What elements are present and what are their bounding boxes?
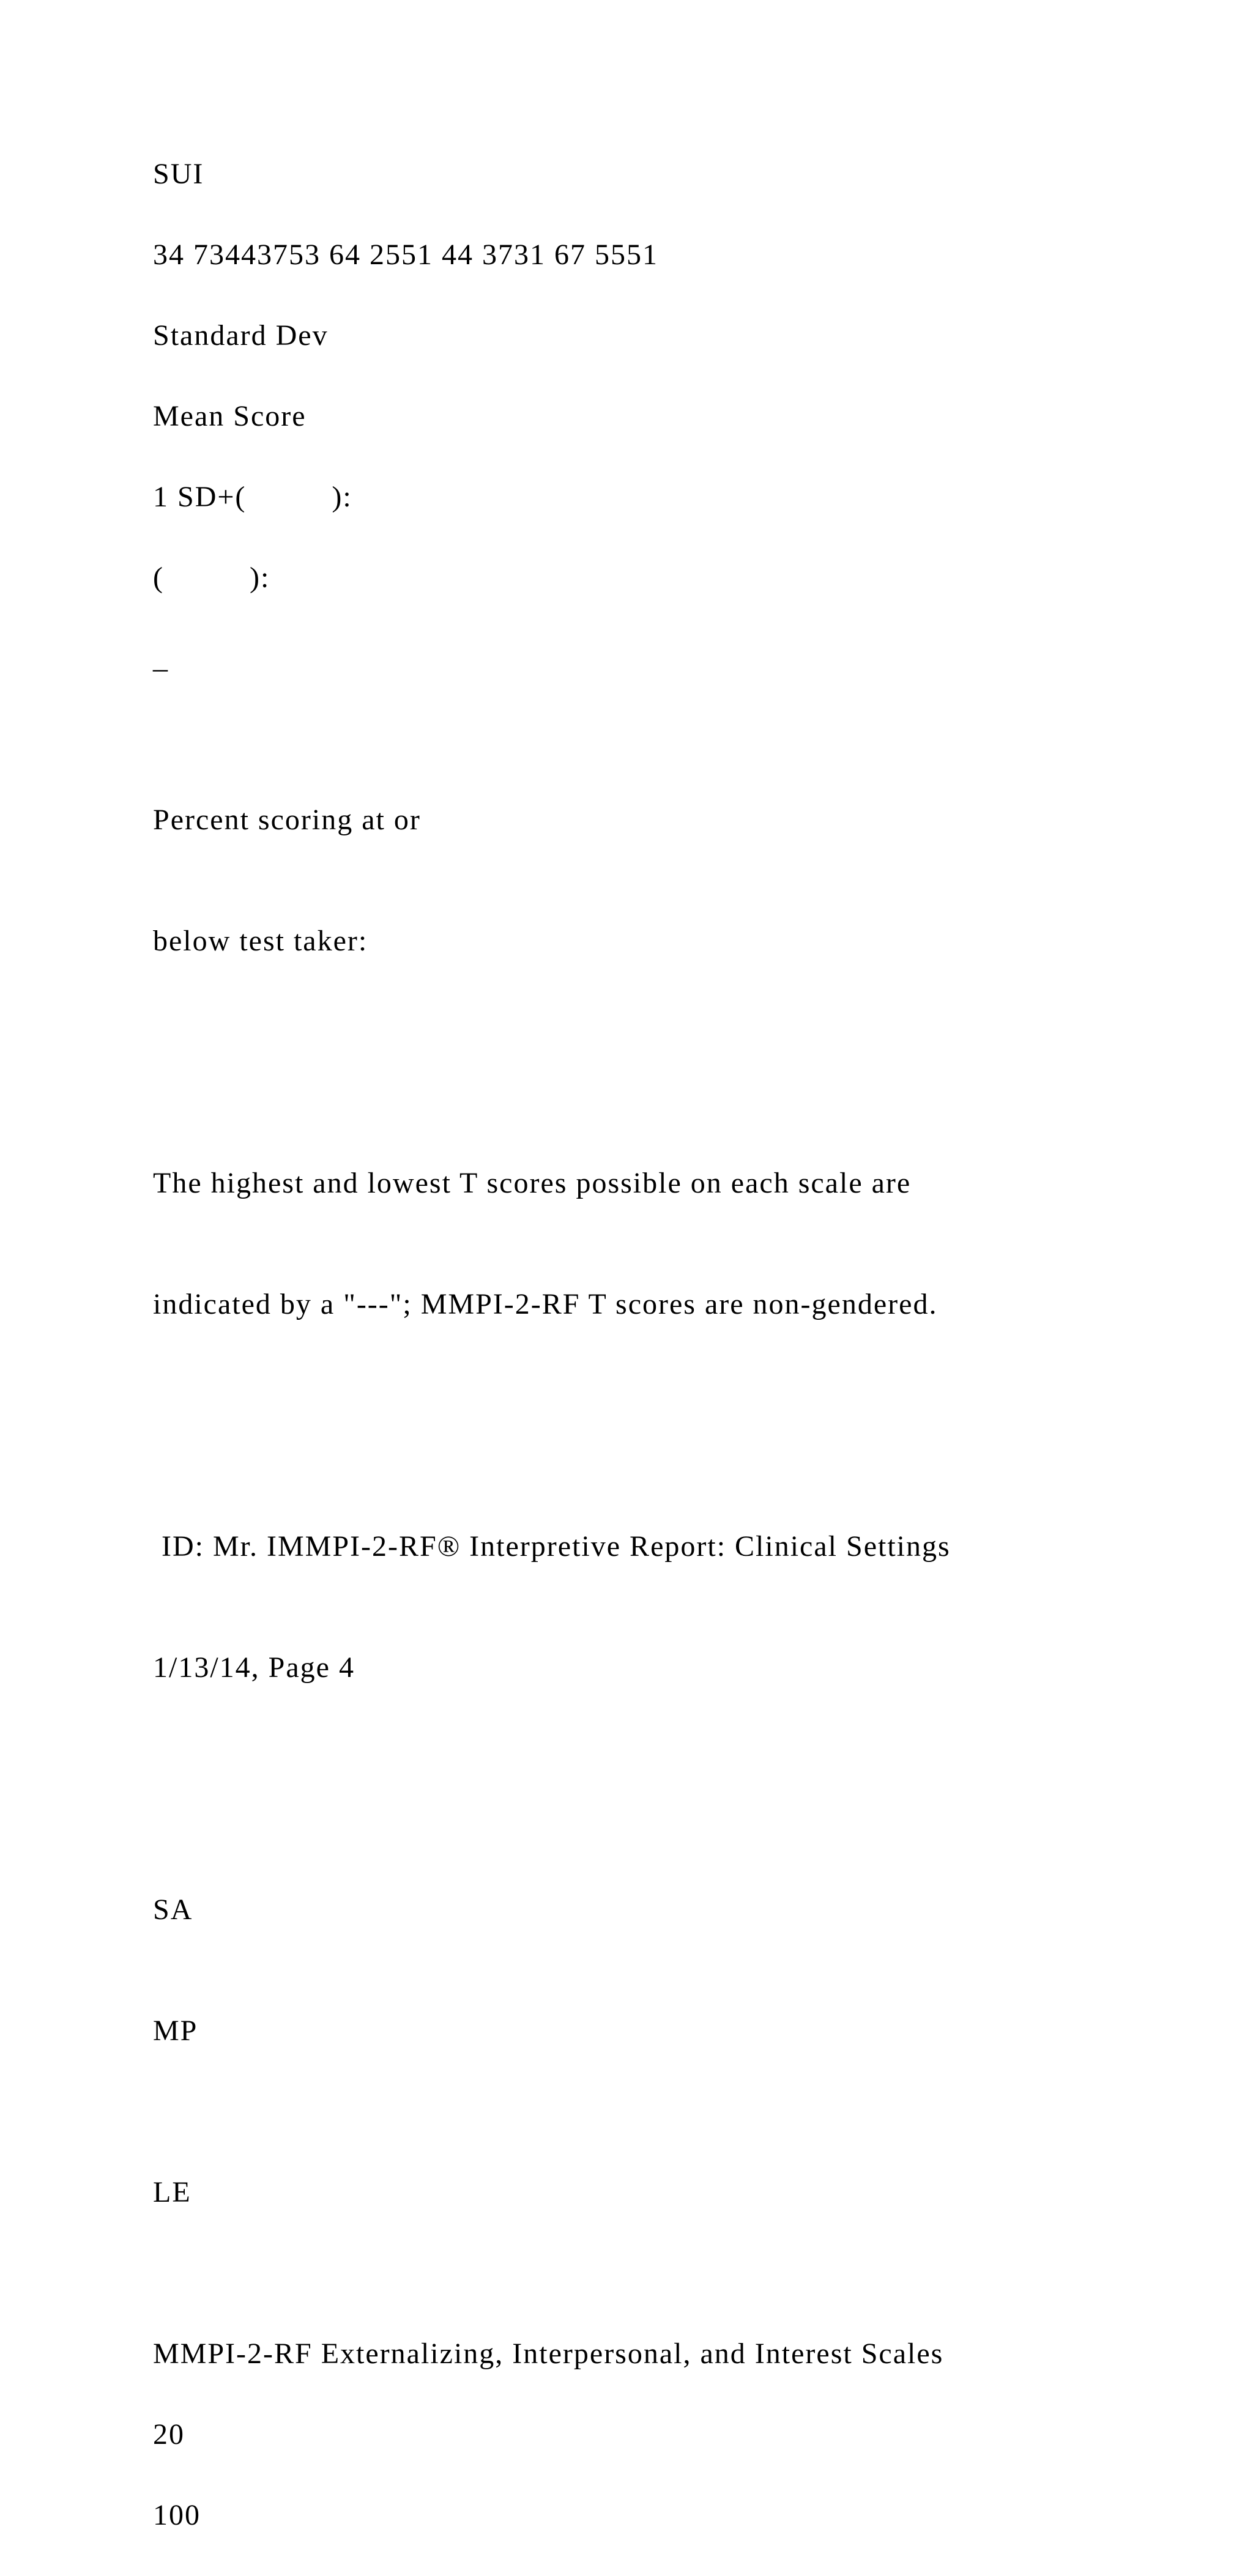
dash-marker: _ bbox=[153, 642, 169, 675]
report-header bbox=[153, 1446, 1193, 1769]
plus-one-sd-label: 1 SD+( ): bbox=[153, 481, 352, 513]
score-row: 34 73443753 64 2551 44 3731 67 5551 bbox=[153, 239, 658, 271]
sample-line-mp: MP bbox=[153, 2015, 198, 2047]
percent-scoring-line-1: Percent scoring at or bbox=[153, 804, 421, 836]
report-header-line-1: ID: Mr. IMMPI-2-RF® Interpretive Report: Clinical Settings bbox=[153, 1530, 951, 1563]
document-body bbox=[153, 154, 1193, 2576]
axis-min-label: 20 bbox=[153, 2418, 185, 2451]
paren-blank-label: ( ): bbox=[153, 561, 270, 594]
sample-line-sa: SA bbox=[153, 1893, 193, 1926]
chart-title: MMPI-2-RF Externalizing, Interpersonal, and Interest Scales bbox=[153, 2337, 944, 2370]
t-score-note-line-1: The highest and lowest T scores possible on each scale are bbox=[153, 1167, 912, 1199]
sample-watermark-bottom: LE bbox=[153, 2176, 191, 2208]
scale-label: SUI bbox=[153, 158, 204, 190]
percent-scoring-label bbox=[153, 719, 1193, 1042]
t-score-note bbox=[153, 1083, 1193, 1405]
percent-scoring-line-2: below test taker: bbox=[153, 925, 368, 957]
t-score-note-line-2: indicated by a "---"; MMPI-2-RF T scores are non-gendered. bbox=[153, 1288, 938, 1320]
blank-gap bbox=[153, 2253, 1193, 2334]
standard-dev-label: Standard Dev bbox=[153, 319, 329, 352]
axis-max-label: 100 bbox=[153, 2499, 201, 2531]
sample-watermark-top bbox=[153, 1809, 1193, 2132]
report-header-line-2: 1/13/14, Page 4 bbox=[153, 1651, 355, 1684]
mean-score-label: Mean Score bbox=[153, 400, 307, 432]
